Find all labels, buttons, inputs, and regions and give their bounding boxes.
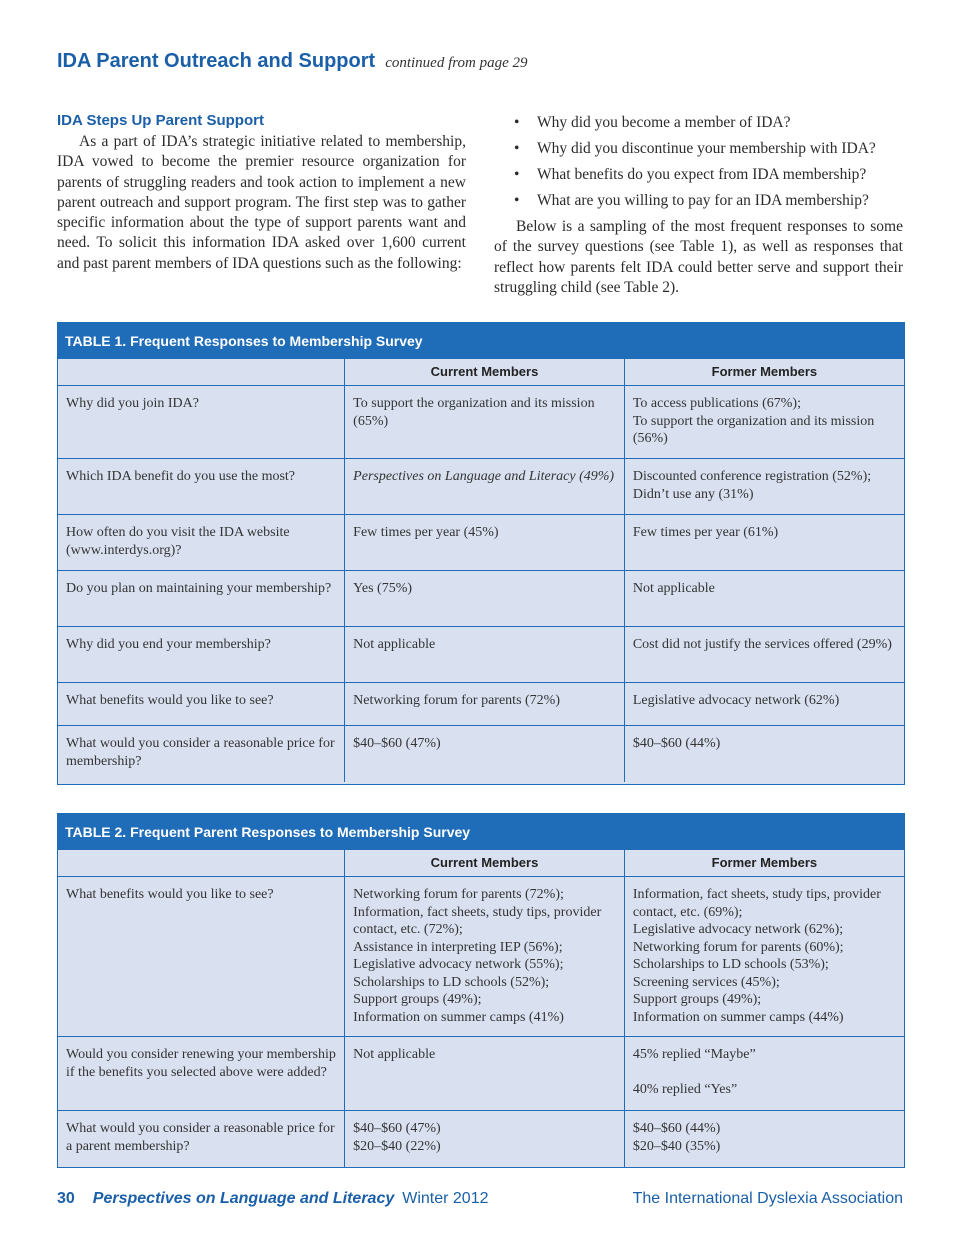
column-header <box>58 359 345 386</box>
question-cell: Why did you join IDA? <box>58 386 345 459</box>
data-table <box>58 358 904 782</box>
right-column <box>494 110 903 298</box>
former-cell: Cost did not justify the services offered (29%) <box>624 627 904 683</box>
journal-title: Perspectives on Language and Literacy <box>92 1190 395 1207</box>
table-row <box>58 386 904 459</box>
table-row <box>58 877 904 1037</box>
continued-note: continued from page 29 <box>385 55 528 71</box>
question-list <box>494 110 903 214</box>
current-cell: Not applicable <box>345 627 625 683</box>
question-cell: What benefits would you like to see? <box>58 877 345 1037</box>
former-cell: To access publications (67%); To support the organization and its mission (56%) <box>624 386 904 459</box>
table-row <box>58 571 904 627</box>
question-cell: How often do you visit the IDA website (www.interdys.org)? <box>58 515 345 571</box>
current-cell: Few times per year (45%) <box>345 515 625 571</box>
list-item: • Why did you become a member of IDA? <box>494 110 903 136</box>
list-item: • Why did you discontinue your membership with IDA? <box>494 136 903 162</box>
table-caption: TABLE 2. Frequent Parent Responses to Membership Survey <box>58 814 904 849</box>
former-cell: Few times per year (61%) <box>624 515 904 571</box>
question-cell: Would you consider renewing your membership if the benefits you selected above were added? <box>58 1037 345 1111</box>
list-item: • What are you willing to pay for an IDA membership? <box>494 188 903 214</box>
table-2 <box>57 813 905 1168</box>
data-table <box>58 849 904 1167</box>
table-row <box>58 1037 904 1111</box>
question-cell: What benefits would you like to see? <box>58 683 345 726</box>
page-number: 30 <box>57 1190 75 1207</box>
table-caption: TABLE 1. Frequent Responses to Membership Survey <box>58 323 904 358</box>
article-title: IDA Parent Outreach and Support <box>57 50 376 72</box>
current-cell: Not applicable <box>345 1037 625 1111</box>
column-header: Former Members <box>624 850 904 877</box>
table-row <box>58 726 904 782</box>
current-cell: Perspectives on Language and Literacy (49%) <box>345 459 625 515</box>
organization-name: The International Dyslexia Association <box>632 1190 903 1207</box>
page-header <box>57 50 903 80</box>
table-row <box>58 683 904 726</box>
issue-label: Winter 2012 <box>402 1190 489 1207</box>
question-cell: Do you plan on maintaining your membership? <box>58 571 345 627</box>
former-cell: $40–$60 (44%) <box>624 726 904 782</box>
table-row <box>58 1111 904 1167</box>
current-cell: To support the organization and its mission (65%) <box>345 386 625 459</box>
table-row <box>58 459 904 515</box>
former-cell: Discounted conference registration (52%); Didn’t use any (31%) <box>624 459 904 515</box>
table-row <box>58 627 904 683</box>
question-cell: Why did you end your membership? <box>58 627 345 683</box>
page-footer <box>57 1190 903 1214</box>
column-header: Current Members <box>345 850 625 877</box>
header-row <box>58 359 904 386</box>
question-cell: What would you consider a reasonable price for membership? <box>58 726 345 782</box>
intro-paragraph: As a part of IDA’s strategic initiative related to membership, IDA vowed to become the premier resource organization for parents of struggling readers and took action to implement a new parent outreach and support program. The first step was to gather specific information about the type of support parents want and need. To solicit this information IDA asked over 1,600 current and past parent members of IDA questions such as the following: <box>57 133 466 272</box>
section-heading: IDA Steps Up Parent Support <box>57 112 264 129</box>
current-cell: $40–$60 (47%) <box>345 726 625 782</box>
summary-paragraph: Below is a sampling of the most frequent responses to some of the survey questions (see Table 1), as well as responses that reflect how parents felt IDA could better serve and support their struggling child (see Table 2). <box>494 218 903 296</box>
question-cell: What would you consider a reasonable price for a parent membership? <box>58 1111 345 1167</box>
table-1 <box>57 322 905 785</box>
former-cell: Not applicable <box>624 571 904 627</box>
current-cell: Networking forum for parents (72%); Information, fact sheets, study tips, provider contact, etc. (72%); Assistance in interpreting IEP (56%); Legislative advocacy network (55%); Scholarships to LD schools (52%); Support groups (49%); Information on summer camps (41%) <box>345 877 625 1037</box>
left-column <box>57 110 466 274</box>
current-cell: $40–$60 (47%) $20–$40 (22%) <box>345 1111 625 1167</box>
header-row <box>58 850 904 877</box>
former-cell: Information, fact sheets, study tips, provider contact, etc. (69%); Legislative advocacy network (62%); Networking forum for parents (60%); Scholarships to LD schools (53%); Screening services (45%); Support groups (49%); Information on summer camps (44%) <box>624 877 904 1037</box>
former-cell: Legislative advocacy network (62%) <box>624 683 904 726</box>
column-header <box>58 850 345 877</box>
current-cell: Yes (75%) <box>345 571 625 627</box>
current-cell: Networking forum for parents (72%) <box>345 683 625 726</box>
table-row <box>58 515 904 571</box>
list-item: • What benefits do you expect from IDA membership? <box>494 162 903 188</box>
column-header: Current Members <box>345 359 625 386</box>
column-header: Former Members <box>624 359 904 386</box>
former-cell: 45% replied “Maybe” 40% replied “Yes” <box>624 1037 904 1111</box>
question-cell: Which IDA benefit do you use the most? <box>58 459 345 515</box>
former-cell: $40–$60 (44%) $20–$40 (35%) <box>624 1111 904 1167</box>
